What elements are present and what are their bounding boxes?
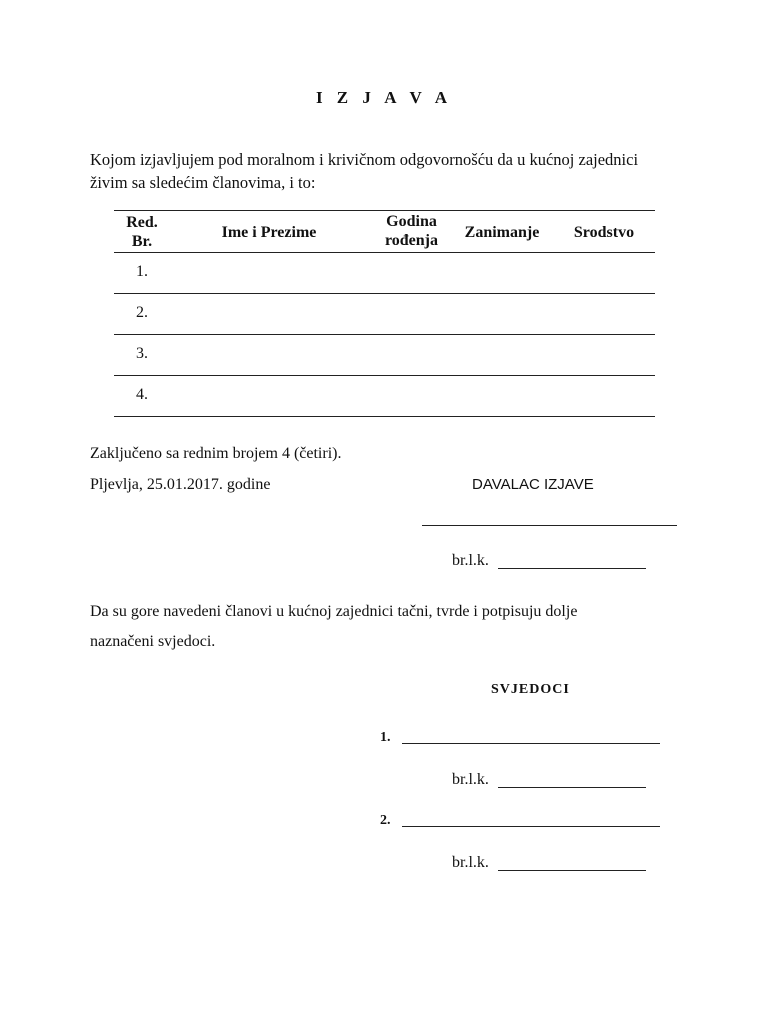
witness-statement-line-1: Da su gore navedeni članovi u kućnoj zajednici tačni, tvrde i potpisuju dolje: [90, 603, 578, 620]
table-row-1-rule: [114, 293, 655, 294]
witness-2-signature-line[interactable]: [402, 826, 660, 827]
header-srodstvo: Srodstvo: [573, 224, 635, 241]
table-row-3-number: 3.: [136, 345, 148, 362]
table-row-3-rule: [114, 375, 655, 376]
table-top-rule: [114, 210, 655, 211]
table-row-2-rule: [114, 334, 655, 335]
header-ime-prezime: Ime i Prezime: [221, 224, 317, 241]
closing-statement: Zaključeno sa rednim brojem 4 (četiri).: [90, 445, 342, 462]
witness-2-number: 2.: [380, 813, 391, 828]
witness-1-number: 1.: [380, 730, 391, 745]
witness-statement-line-2: naznačeni svjedoci.: [90, 633, 216, 650]
place-date: Pljevlja, 25.01.2017. godine: [90, 476, 271, 493]
header-godina-rodjenja: Godina rođenja: [384, 213, 439, 249]
table-row-4-number: 4.: [136, 386, 148, 403]
header-zanimanje: Zanimanje: [464, 224, 540, 241]
table-row-1-number: 1.: [136, 263, 148, 280]
declarant-id-line[interactable]: [498, 568, 646, 569]
members-table: [114, 210, 655, 420]
witness-1-signature-line[interactable]: [402, 743, 660, 744]
document-title: I Z J A V A: [315, 88, 453, 107]
witness-2-id-label: br.l.k.: [452, 854, 489, 871]
declarant-id-label: br.l.k.: [452, 552, 489, 569]
table-row-2-number: 2.: [136, 304, 148, 321]
header-red-br: Red. Br.: [126, 214, 158, 250]
witness-1-id-line[interactable]: [498, 787, 646, 788]
witness-2-id-line[interactable]: [498, 870, 646, 871]
witness-1-id-label: br.l.k.: [452, 771, 489, 788]
table-bottom-rule: [114, 416, 655, 417]
witnesses-label: SVJEDOCI: [491, 682, 570, 697]
intro-paragraph: Kojom izjavljujem pod moralnom i krivičnom odgovornošću da u kućnoj zajednici živim sa sledećim članovima, i to:: [90, 150, 639, 192]
declarant-signature-line[interactable]: [422, 525, 677, 526]
declarant-label: DAVALAC IZJAVE: [472, 476, 594, 493]
table-header-rule: [114, 252, 655, 253]
